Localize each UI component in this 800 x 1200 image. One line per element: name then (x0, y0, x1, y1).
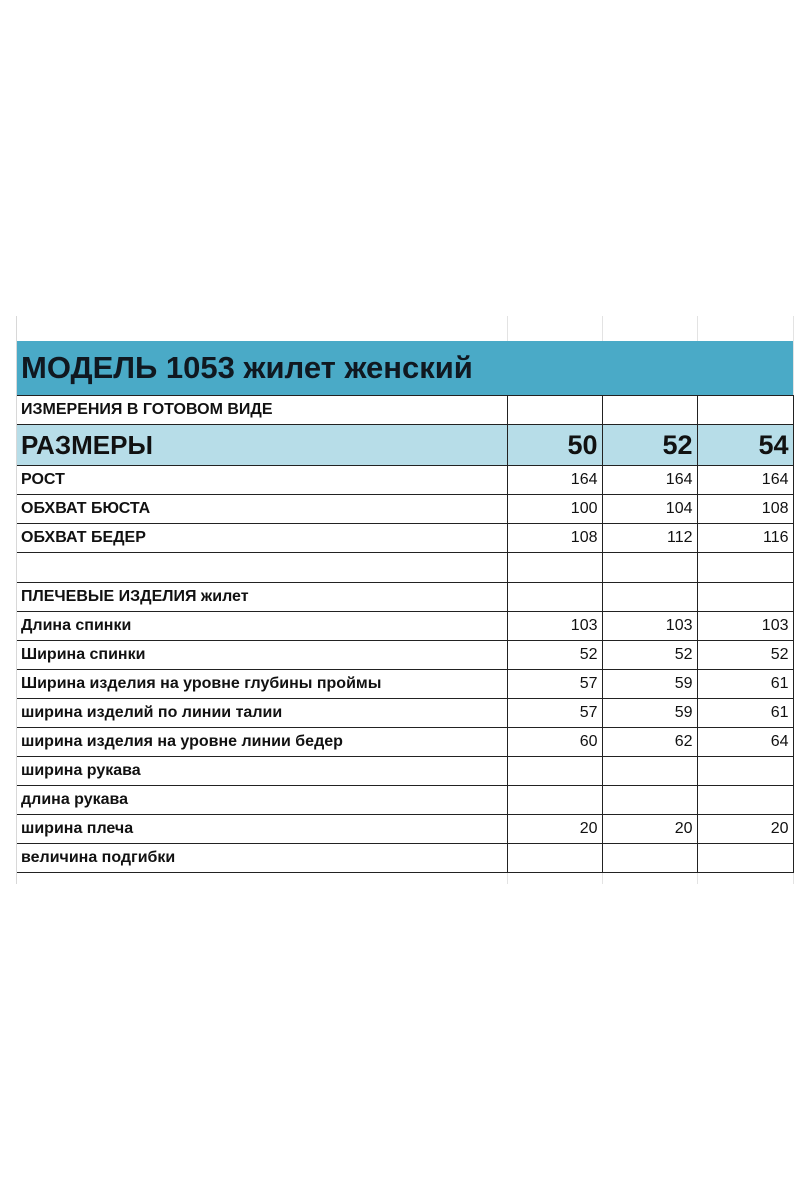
row-label[interactable]: ширина изделия на уровне линии бедер (17, 728, 507, 757)
value-cell[interactable]: 100 (507, 495, 602, 524)
value-cell[interactable]: 64 (697, 728, 793, 757)
cell[interactable] (602, 583, 697, 612)
value-cell[interactable]: 20 (507, 815, 602, 844)
table-row (17, 699, 793, 728)
cell[interactable] (17, 553, 507, 583)
value-cell[interactable]: 59 (602, 699, 697, 728)
value-cell[interactable]: 20 (602, 815, 697, 844)
value-cell[interactable]: 59 (602, 670, 697, 699)
sizes-label[interactable]: РАЗМЕРЫ (17, 425, 507, 466)
cell[interactable] (507, 583, 602, 612)
value-cell[interactable]: 57 (507, 670, 602, 699)
value-cell[interactable]: 52 (697, 641, 793, 670)
table-row (17, 757, 793, 786)
table-row (17, 844, 793, 873)
table-row (17, 495, 793, 524)
row-label[interactable]: РОСТ (17, 466, 507, 495)
value-cell[interactable]: 61 (697, 699, 793, 728)
value-cell[interactable] (602, 844, 697, 873)
value-cell[interactable]: 52 (602, 641, 697, 670)
cell[interactable] (602, 396, 697, 425)
table-row (17, 641, 793, 670)
row-label[interactable]: длина рукава (17, 786, 507, 815)
row-label[interactable]: ОБХВАТ БЕДЕР (17, 524, 507, 553)
row-label[interactable]: ширина изделий по линии талии (17, 699, 507, 728)
value-cell[interactable] (697, 757, 793, 786)
row-label[interactable]: ширина плеча (17, 815, 507, 844)
size-spec-table (17, 341, 794, 873)
value-cell[interactable]: 20 (697, 815, 793, 844)
value-cell[interactable]: 104 (602, 495, 697, 524)
table-row (17, 786, 793, 815)
value-cell[interactable]: 62 (602, 728, 697, 757)
title-row (17, 341, 793, 396)
value-cell[interactable] (507, 844, 602, 873)
row-label[interactable]: Ширина изделия на уровне глубины проймы (17, 670, 507, 699)
size-header-52[interactable]: 52 (602, 425, 697, 466)
model-title[interactable]: МОДЕЛЬ 1053 жилет женский (17, 341, 793, 396)
value-cell[interactable]: 164 (602, 466, 697, 495)
cell[interactable] (697, 583, 793, 612)
row-header-edge (0, 316, 17, 884)
row-label[interactable]: ширина рукава (17, 757, 507, 786)
subtitle-row (17, 396, 793, 425)
row-label[interactable]: ОБХВАТ БЮСТА (17, 495, 507, 524)
value-cell[interactable]: 103 (602, 612, 697, 641)
value-cell[interactable] (697, 786, 793, 815)
value-cell[interactable] (507, 757, 602, 786)
sizes-header-row (17, 425, 793, 466)
subtitle-cell[interactable]: ИЗМЕРЕНИЯ В ГОТОВОМ ВИДЕ (17, 396, 507, 425)
size-header-50[interactable]: 50 (507, 425, 602, 466)
section-row (17, 583, 793, 612)
value-cell[interactable] (697, 844, 793, 873)
value-cell[interactable]: 103 (507, 612, 602, 641)
value-cell[interactable]: 164 (507, 466, 602, 495)
row-label[interactable]: Ширина спинки (17, 641, 507, 670)
value-cell[interactable]: 103 (697, 612, 793, 641)
value-cell[interactable]: 60 (507, 728, 602, 757)
value-cell[interactable]: 112 (602, 524, 697, 553)
section-label[interactable]: ПЛЕЧЕВЫЕ ИЗДЕЛИЯ жилет (17, 583, 507, 612)
value-cell[interactable]: 108 (697, 495, 793, 524)
table-row (17, 728, 793, 757)
value-cell[interactable]: 108 (507, 524, 602, 553)
value-cell[interactable]: 52 (507, 641, 602, 670)
value-cell[interactable] (602, 786, 697, 815)
table-row (17, 466, 793, 495)
cell[interactable] (602, 553, 697, 583)
cell[interactable] (697, 396, 793, 425)
cell[interactable] (697, 553, 793, 583)
table-row (17, 815, 793, 844)
value-cell[interactable] (507, 786, 602, 815)
cell[interactable] (507, 553, 602, 583)
row-label[interactable]: величина подгибки (17, 844, 507, 873)
blank-row (17, 553, 793, 583)
table-row (17, 524, 793, 553)
value-cell[interactable]: 57 (507, 699, 602, 728)
table-row (17, 612, 793, 641)
value-cell[interactable] (602, 757, 697, 786)
row-label[interactable]: Длина спинки (17, 612, 507, 641)
value-cell[interactable]: 164 (697, 466, 793, 495)
value-cell[interactable]: 116 (697, 524, 793, 553)
size-header-54[interactable]: 54 (697, 425, 793, 466)
cell[interactable] (507, 396, 602, 425)
table-row (17, 670, 793, 699)
spreadsheet-area (0, 316, 800, 884)
value-cell[interactable]: 61 (697, 670, 793, 699)
